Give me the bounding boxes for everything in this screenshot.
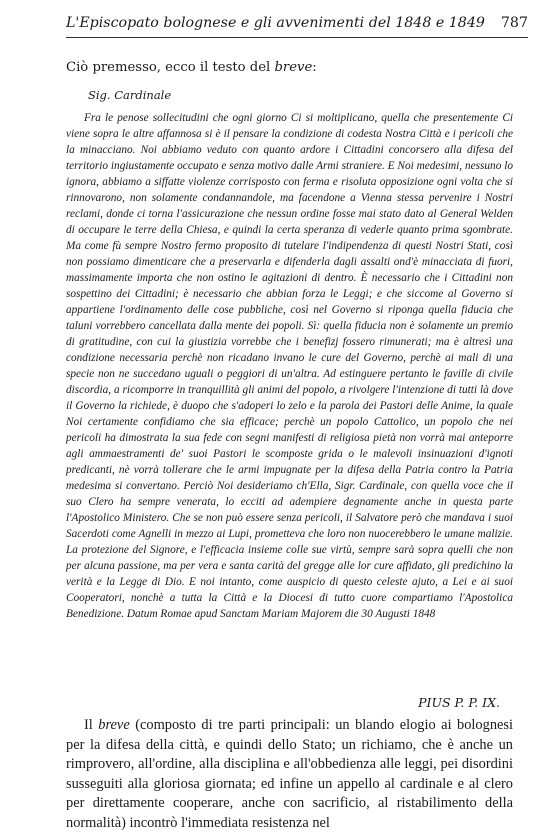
commentary-text: (composto di tre parti principali: un blando elogio ai bolognesi per la difesa della città, e quindi dello Stato; un richiamo, che è anche un rimprovero, all'ordine, alla disciplina e all'obbedienza alle leggi, pei disordini susseguiti alla gloriosa giornata; ed infine un appello al cardinale e al clero per direttamente cooperare, anche con sacrificio, al ristabilimento della normalità) incontrò l'immediata resistenza nel bbox=[66, 717, 513, 831]
commentary-paragraph bbox=[66, 716, 513, 834]
running-title: L'Episcopato bolognese e gli avvenimenti del 1848 e 1849 bbox=[66, 15, 485, 31]
commentary-lead: Il bbox=[84, 717, 99, 733]
page-number: 787 bbox=[500, 15, 528, 31]
commentary-breve: breve bbox=[98, 717, 130, 733]
intro-breve: breve bbox=[274, 60, 313, 75]
papal-brief-text: Fra le penose sollecitudini che ogni giorno Ci si moltiplicano, quella che presentemente Ci viene sopra le altre affannosa si è il pensare la condizione di codesta Nostra Città e i pericoli che la minacciano. Noi abbiamo veduto con quanto ardore i Cittadini concorsero alla difesa del territorio ingiustamente occupato e senza motivo dalle Armi straniere. E Noi medesimi, nessuno lo ignora, abbiamo a siffatte violenze corrisposto con ferma e risoluta opposizione ogni volta che si rinnovarono, non solamente condannandole, ma facendone a Vienna stessa pervenire i Nostri reclami, donde ci torna l'assicurazione che nessun ordine fosse mai stato dato al General Welden di occupare le terre della Chiesa, e quindi la certa speranza di vederle quanto prima sgombrate. Ma come fù sempre Nostro fermo proposito di tutelare l'indipendenza di questi Nostri Stati, così non possiamo dimenticare che a preservarla e difenderla dagli assalti ond'è minacciata di fuori, massimamente importa che non ostino le agitazioni di dentro. È necessario che i Cittadini non sospettino dei Cittadini; è necessario che abbian forza le Leggi; e che siccome al Governo si appartiene l'ordinamento delle cose pubbliche, così nel Governo si riponga quella fiducia che taluni vorrebbero cancellata dalla mente dei popoli. Sì: quella fiducia non è solamente un premio di gratitudine, con cui la giustizia vorrebbe che i benefizj fossero rimunerati; ma è altresì una condizione necessaria perchè non ricadano invano le cure del Governo, perchè ai mali di una specie non ne succedano uguali o peggiori di un'altra. Ad estinguere pertanto le faville di civile discordia, a ricomporre in tranquillità gli animi del popolo, a rivolgere l'intenzione di tutti là dove il Governo la richiede, è duopo che s'adoperi lo zelo e la parola dei Pastori delle Anime, la quale Noi certamente confidiamo che sia efficace; perchè un popolo Cattolico, un popolo che nei pericoli ha dimostrata la sua fede con segni manifesti di religiosa pietà non vorrà mai anteporre agli ammaestramenti de' suoi Pastori le scomposte grida o le malevoli insinuazioni d'ignoti predicanti, nè vorrà tollerare che le armi impugnate per la difesa della Patria contro la Patria medesima si convertano. Perciò Noi desideriamo ch'Ella, Sigr. Cardinale, con quella voce che il suo Clero ha sempre venerata, lo ecciti ad adempiere degnamente anche in questa parte l'Apostolico Ministero. Che se non può essere senza pericoli, il Salvatore però che mandava i suoi Sacerdoti come Agnelli in mezzo ai Lupi, prometteva che loro non nuocerebbero le umane malizie. La protezione del Signore, e l'efficacia insieme colle sue virtù, sempre sarà sopra quelli che non per alcuna passione, ma per vera e santa carità del gregge alle lor cure affidato, gli predichino la verità e la Legge di Dio. E noi intanto, come auspicio di questo celeste ajuto, a Lei e ai suoi Cooperatori, nonchè a tutta la Città e la Diocesi di tutto cuore compartiamo l'Apostolica Benedizione. Datum Romae apud Sanctam Mariam Majorem die 30 Augusti 1848 bbox=[66, 112, 513, 620]
letter-signature: PIUS P. P. IX. bbox=[418, 695, 500, 710]
intro-line bbox=[66, 59, 317, 77]
running-header bbox=[66, 14, 528, 32]
intro-colon: : bbox=[312, 60, 317, 75]
letter-salutation: Sig. Cardinale bbox=[88, 88, 172, 102]
intro-text: Ciò premesso, ecco il testo del bbox=[66, 60, 275, 75]
header-rule bbox=[66, 37, 528, 38]
